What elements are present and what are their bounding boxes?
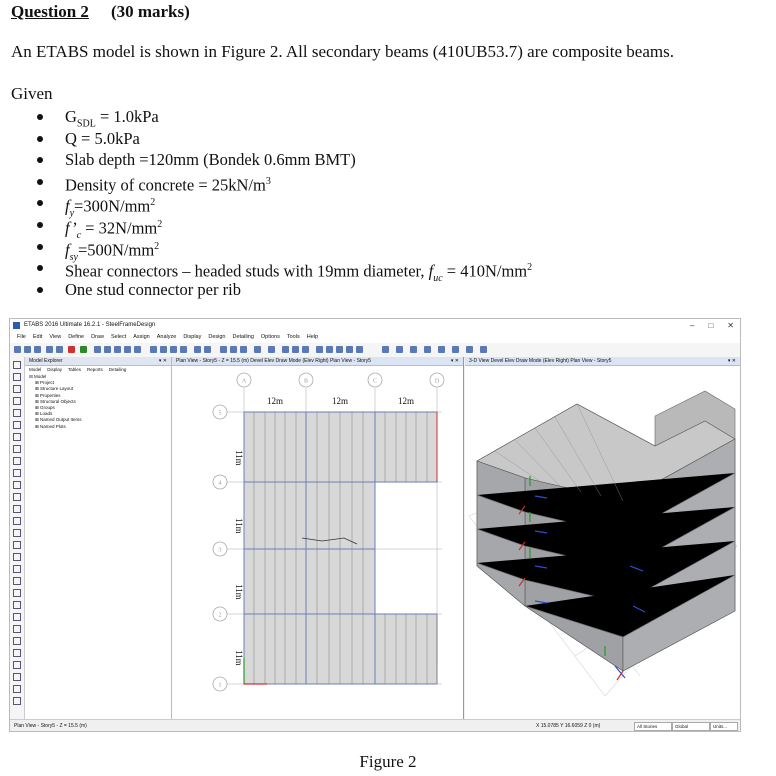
composite-beam-design-icon[interactable] [302, 346, 309, 353]
tree-item-model[interactable]: ⊟ Model [29, 374, 47, 379]
draw-dimension-icon[interactable] [466, 346, 473, 353]
concrete-design-icon[interactable] [292, 346, 299, 353]
grid-label-d: D [434, 378, 440, 385]
menu-options[interactable]: Options [260, 334, 280, 340]
draw-opening-icon[interactable] [452, 346, 459, 353]
quick-draw-column-icon[interactable] [13, 421, 21, 429]
plan-view-pane [172, 357, 464, 719]
side-dim-4-3: 11m [234, 518, 244, 534]
draw-rect-floor-icon[interactable] [13, 445, 21, 453]
quick-draw-beam-icon[interactable] [13, 409, 21, 417]
snap-to-extension-icon[interactable] [13, 673, 21, 681]
etabs-screenshot [9, 318, 741, 732]
grid-label-2: 2 [218, 612, 222, 619]
snap-icon[interactable] [254, 346, 261, 353]
snap-to-intersections-icon[interactable] [13, 625, 21, 633]
given-density: Density of concrete = $25kN/m^3$ [35, 171, 532, 193]
status-view-label: Plan View - Story5 - Z = 15.5 (m) [14, 723, 87, 729]
given-slab: Slab depth =120mm (Bondek 0.6mm BMT) [35, 149, 532, 171]
tree-item-named-output-items[interactable]: ⊞ Named Output Items [35, 417, 82, 423]
zoom-in-icon[interactable] [94, 346, 101, 353]
given-stud-per-rib: One stud connector per rib [35, 279, 532, 301]
story-select[interactable] [634, 722, 672, 731]
model-explorer-header [25, 357, 171, 366]
window-controls [676, 319, 734, 332]
given-label: Given [11, 84, 53, 103]
plan-view-canvas[interactable] [172, 366, 463, 719]
menu-draw[interactable]: Draw [91, 334, 104, 340]
snap-to-lines-icon[interactable] [13, 649, 21, 657]
tree-item-structural-objects[interactable]: ⊞ Structural Objects [35, 398, 76, 404]
menu-select[interactable]: Select [110, 334, 127, 340]
side-dim-5-4: 11m [234, 450, 244, 466]
select-all-icon[interactable] [13, 553, 21, 561]
draw-column-icon[interactable] [396, 346, 403, 353]
menu-define[interactable]: Define [68, 334, 85, 340]
show-forces-icon[interactable] [326, 346, 333, 353]
given-q: Q = 5.0kPa [35, 128, 532, 150]
tree-item-groups[interactable]: ⊞ Groups [35, 405, 55, 411]
zoom-window-icon[interactable] [114, 346, 121, 353]
pointer-icon[interactable] [13, 361, 21, 369]
refresh-icon[interactable] [240, 346, 247, 353]
question-number: Question 2 [11, 2, 89, 21]
pane-close-icon[interactable]: ▾ ✕ [158, 358, 167, 364]
floor-slab-outline[interactable] [244, 412, 437, 684]
save-icon[interactable] [34, 346, 41, 353]
figure-caption: Figure 2 [359, 752, 417, 771]
view-3d-header [465, 357, 740, 366]
grid-label-1: 1 [218, 682, 222, 689]
show-tables-icon[interactable] [346, 346, 353, 353]
draw-opening-tool-icon[interactable] [13, 493, 21, 501]
draw-line-icon[interactable] [13, 397, 21, 405]
tab-reports[interactable]: Reports [87, 367, 103, 372]
rotate-3d-icon[interactable] [180, 346, 187, 353]
pan-icon[interactable] [134, 346, 141, 353]
tab-model[interactable]: Model [29, 367, 42, 372]
side-dim-2-1: 11m [234, 650, 244, 666]
draw-wall-icon[interactable] [438, 346, 445, 353]
model-tree [25, 374, 171, 430]
object-shrink-icon[interactable] [230, 346, 237, 353]
draw-beam-icon[interactable] [382, 346, 389, 353]
menu-view[interactable]: View [49, 334, 62, 340]
etabs-toolbar [10, 343, 740, 358]
grid-label-4: 4 [218, 480, 222, 487]
intro-paragraph: An ETABS model is shown in Figure 2. All secondary beams (410UB53.7) are composite beams. [11, 42, 674, 61]
clear-selection-icon[interactable] [13, 577, 21, 585]
view-3d-pane [465, 357, 740, 719]
tab-tables[interactable]: Tables [68, 367, 82, 372]
zoom-out-icon[interactable] [104, 346, 111, 353]
side-dim-3-2: 11m [234, 584, 244, 600]
question-marks: (30 marks) [110, 2, 190, 21]
snap-to-joints-icon[interactable] [13, 601, 21, 609]
draw-brace-icon[interactable] [410, 346, 417, 353]
span-label-cd: 12m [397, 396, 415, 406]
model-explorer-pane [25, 357, 172, 719]
show-reactions-icon[interactable] [356, 346, 363, 353]
span-label-bc: 12m [331, 396, 349, 406]
steel-frame-design-icon[interactable] [282, 346, 289, 353]
elevation-view-icon[interactable] [170, 346, 177, 353]
status-coordinates: X 15.0785 Y 16.6059 Z 0 (m) [536, 723, 601, 729]
view-3d-canvas[interactable] [465, 366, 740, 719]
plan-view-title: Plan View - Story5 - Z = 15.5 (m) Devel Elev Draw Mode (Elev Right) Plan View - Story5 [176, 358, 372, 364]
new-model-icon[interactable] [14, 346, 21, 353]
grid-label-3: 3 [218, 547, 222, 554]
menu-file[interactable]: File [17, 334, 26, 340]
grid-label-c: C [372, 378, 378, 385]
redo-icon[interactable] [56, 346, 63, 353]
get-previous-selection-icon[interactable] [13, 565, 21, 573]
given-studs: Shear connectors – headed studs with 19mm diameter, $f_{uc} = 410N/mm^2$ [35, 257, 532, 279]
etabs-menubar [10, 332, 740, 343]
coord-system-select[interactable] [672, 722, 710, 731]
etabs-titlebar [10, 319, 740, 332]
snap-to-ends-icon[interactable] [13, 613, 21, 621]
draw-poly-wall-icon[interactable] [13, 481, 21, 489]
plan-view-header [172, 357, 463, 366]
coord-system-value: Global [675, 724, 689, 729]
intersecting-line-select-icon[interactable] [13, 589, 21, 597]
design-icon[interactable] [268, 346, 275, 353]
view-3d-icon[interactable] [150, 346, 157, 353]
maximize-button[interactable]: □ [708, 321, 714, 330]
tree-item-project[interactable]: ⊞ Project [35, 380, 55, 386]
move-down-icon[interactable] [204, 346, 211, 353]
menu-help[interactable]: Help [306, 334, 319, 340]
draw-floor-icon[interactable] [424, 346, 431, 353]
snap-to-perpendicular-icon[interactable] [13, 637, 21, 645]
quick-draw-brace-icon[interactable] [13, 433, 21, 441]
undo-icon[interactable] [46, 346, 53, 353]
menu-design[interactable]: Design [208, 334, 226, 340]
draw-reference-icon[interactable] [480, 346, 487, 353]
zoom-previous-icon[interactable] [124, 346, 131, 353]
move-up-icon[interactable] [194, 346, 201, 353]
menu-tools[interactable]: Tools [286, 334, 300, 340]
tab-detailing[interactable]: Detailing [108, 367, 127, 372]
draw-dimension-tool-icon[interactable] [13, 517, 21, 525]
tree-item-loads[interactable]: ⊞ Loads [35, 411, 53, 417]
status-bar [10, 719, 740, 732]
tree-item-named-plots[interactable]: ⊞ Named Plots [35, 423, 66, 429]
model-explorer-title: Model Explorer [29, 358, 63, 364]
left-toolbar [10, 357, 25, 719]
display-options-icon[interactable] [220, 346, 227, 353]
view-3d-title: 3-D View Devel Elev Draw Mode (Elev Right) Plan View - Story5 [469, 358, 612, 364]
menu-assign[interactable]: Assign [133, 334, 150, 340]
given-fy: $f_y=300N/mm^2$ [35, 192, 532, 214]
draw-rect-wall-icon[interactable] [13, 469, 21, 477]
question-heading [11, 2, 190, 22]
minimize-button[interactable]: – [690, 321, 695, 330]
units-button-label: Units... [713, 724, 728, 729]
menu-detailing[interactable]: Detailing [232, 334, 254, 340]
view-3d-close-icon[interactable]: ▾ ✕ [727, 358, 736, 364]
grid-label-5: 5 [218, 410, 222, 417]
reshape-icon[interactable] [13, 373, 21, 381]
run-analysis-icon[interactable] [80, 346, 87, 353]
grid-label-b: B [303, 378, 309, 385]
open-icon[interactable] [24, 346, 31, 353]
menu-display[interactable]: Display [183, 334, 202, 340]
draw-section-cut-icon[interactable] [13, 505, 21, 513]
snap-options-icon[interactable] [13, 697, 21, 705]
close-button[interactable]: ✕ [727, 321, 734, 330]
tree-item-properties[interactable]: ⊞ Properties [35, 392, 61, 398]
show-deformed-icon[interactable] [316, 346, 323, 353]
snap-to-fine-grid-icon[interactable] [13, 661, 21, 669]
etabs-app-icon [13, 322, 20, 329]
given-fc: $f’_c = 32N/mm^2$ [35, 214, 532, 236]
given-list [35, 106, 532, 300]
draw-poly-floor-icon[interactable] [13, 457, 21, 465]
given-fsy: $f_{sy}=500N/mm^2$ [35, 236, 532, 258]
etabs-window-title: ETABS 2016 Ultimate 16.2.1 - SteelFrameDesign [24, 322, 156, 328]
draw-grid-icon[interactable] [13, 541, 21, 549]
grid-label-a: A [241, 378, 247, 385]
menu-edit[interactable]: Edit [32, 334, 43, 340]
given-gsdl: $G_{SDL} = 1.0kPa$ [35, 106, 532, 128]
show-mode-icon[interactable] [336, 346, 343, 353]
tab-display[interactable]: Display [47, 367, 63, 372]
explorer-tabs [25, 366, 171, 374]
draw-joint-icon[interactable] [13, 385, 21, 393]
plan-pane-close-icon[interactable]: ▾ ✕ [450, 358, 459, 364]
story-select-value: All Stories [637, 724, 658, 729]
draw-reference-point-icon[interactable] [13, 529, 21, 537]
units-button[interactable] [710, 722, 738, 731]
tree-item-structure-layout[interactable]: ⊞ Structure Layout [35, 386, 74, 392]
menu-analyze[interactable]: Analyze [156, 334, 177, 340]
span-label-ab: 12m [266, 396, 284, 406]
snap-to-parallel-icon[interactable] [13, 685, 21, 693]
lock-icon[interactable] [68, 346, 75, 353]
plan-view-icon[interactable] [160, 346, 167, 353]
